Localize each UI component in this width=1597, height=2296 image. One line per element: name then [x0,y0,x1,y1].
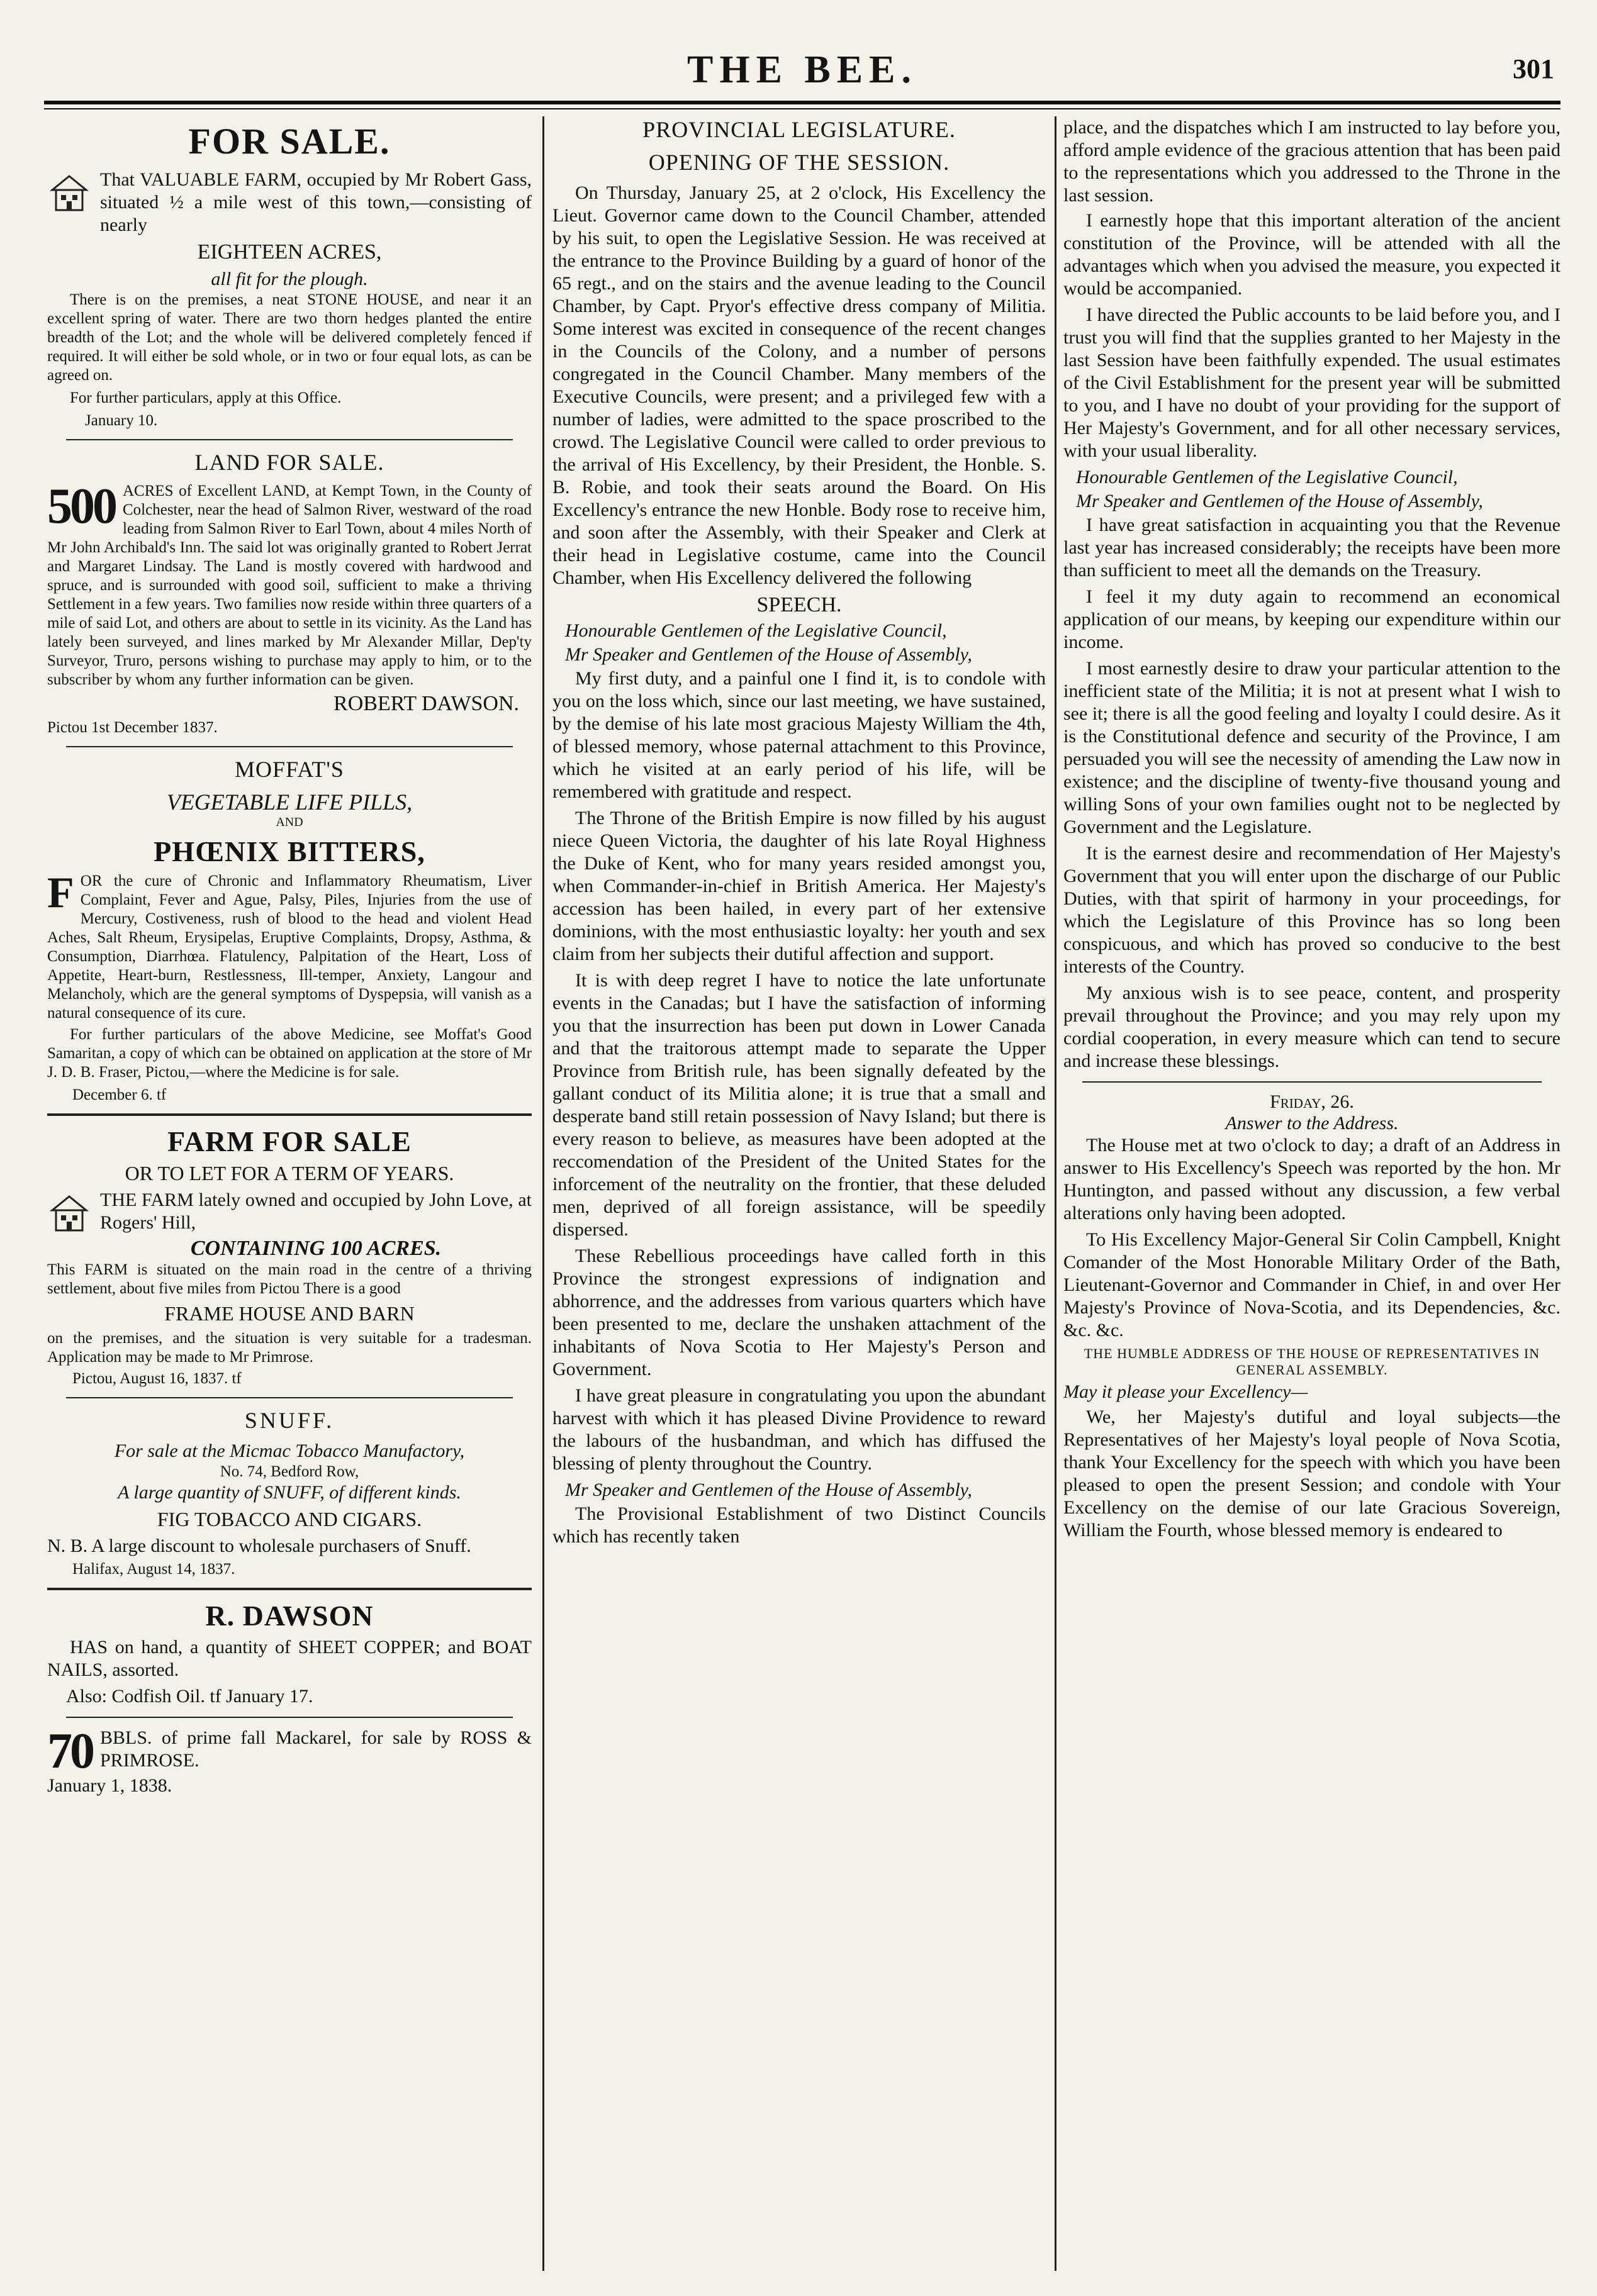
speech-heading: SPEECH. [756,593,842,616]
ad-line: No. 74, Bedford Row, [220,1463,359,1480]
ad-further: For further particulars, apply at this Office. [70,389,342,406]
address-heading: THE HUMBLE ADDRESS OF THE HOUSE OF REPRESENTATIVES IN GENERAL ASSEMBLY. [1084,1346,1540,1378]
article-heading: PROVINCIAL LEGISLATURE. [642,117,956,142]
ad-land-for-sale [47,449,532,737]
drop-cap: F [47,869,74,917]
masthead [44,44,1561,101]
ad-house: FRAME HOUSE AND BARN [164,1302,415,1325]
salutation: Mr Speaker and Gentlemen of the House of Assembly, [565,644,972,665]
salutation: May it please your Excellency— [1063,1381,1308,1402]
ad-subtext: all fit for the plough. [211,269,368,289]
ad-body: ACRES of Excellent LAND, at Kempt Town, in the County of Colchester, near the head of Salmon River, westward of the road leading from Salmon River to Earl Town, about 4 miles North of Mr John Archibald's Inn. The said lot was originally granted to Robert Jerrat and Margaret Lindsay. The Land is mostly covered with hardwood and spruce, and is surrounded with good soil, sufficient to make a thriving Settlement in a few years. Two families now reside within three quarters of a mile of said Lot, and others are about to settle in its vicinity. As the Land has lately been surveyed, and lines marked by Mr Alexander Millar, Dep'ty Surveyor, Truro, persons wishing to purchase may apply to him, or to the subscriber by whom any further information can be given. [47,482,532,688]
column-divider [1055,116,1056,2271]
article-paragraph: We, her Majesty's dutiful and loyal subjects—the Representatives of her Majesty's loyal people of Nova Scotia, thank Your Excellency for the speech with which you have been pleased to open the present Session; and condole with Your Excellency on the demise of our late Gracious Sovereign, William the Fourth, whose blessed memory is endeared to [1063,1407,1561,1541]
article-paragraph: It is the earnest desire and recommendation of Her Majesty's Government that you will enter upon the discharge of our Public Duties, with that spirit of harmony in your proceedings, for which the Legislature of this Province has so long been conspicuous, and which has proved so conducive to the best interests of the Country. [1063,843,1561,977]
ad-also: Also: Codfish Oil. tf January 17. [66,1686,313,1707]
separator [66,1397,513,1398]
article-subheading: OPENING OF THE SESSION. [648,150,950,175]
ad-moffat [47,756,532,1105]
ad-date: January 10. [85,412,158,429]
article-paragraph: It is with deep regret I have to notice the late unfortunate events in the Canadas; but I have the satisfaction of informing you that the insurrection has been put down in Lower Canada and that the traitorous attempt made to separate the Upper Province from British rule, has been signally defeated by the gallant conduct of its Militia alone; it is true that a small and desperate band still retain possession of Navy Island; but there is every reason to believe, as measures have been adopted at the reccomendation of the President of the United States for the inforcement of the neutrality on the frontier, that these deluded men, deprived of all foreign assistance, will be speedily dispersed. [552,970,1046,1240]
ad-heading: R. DAWSON [205,1600,374,1632]
separator [1082,1081,1542,1083]
ad-line: FIG TOBACCO AND CIGARS. [157,1508,422,1530]
salutation: Mr Speaker and Gentlemen of the House of Assembly, [565,1480,972,1500]
ad-heading: LAND FOR SALE. [194,450,384,475]
house-icon [47,1191,91,1235]
ad-date: Halifax, August 14, 1837. [72,1561,235,1578]
ad-text: THE FARM lately owned and occupied by John Love, at Rogers' Hill, [100,1190,532,1233]
article-paragraph: place, and the dispatches which I am instructed to lay before you, afford ample evidence of the gracious attention that has been paid to the representations which you addressed to the Throne in the last session. [1063,117,1561,206]
ad-subheading: OR TO LET FOR A TERM OF YEARS. [125,1162,454,1184]
salutation: Honourable Gentlemen of the Legislative Council, [1076,467,1458,488]
separator [66,746,513,747]
separator [47,1113,532,1116]
house-icon [47,171,91,215]
article-paragraph: I most earnestly desire to draw your particular attention to the inefficient state of the Militia; it is not at present what I wish to see it; there is all the good feeling and loyalty I could desire. As it is the Constitutional defence and security of the Province, I am persuaded you will see the necessity of amending the Law now in existence; and the discipline of twenty-five thousand young and willing Sons of your own families ought not to be neglected by Government and the Legislature. [1063,658,1561,837]
salutation: Honourable Gentlemen of the Legislative Council, [565,620,947,641]
article-paragraph: My anxious wish is to see peace, content, and prosperity prevail throughout the Province; and you may rely upon my cordial cooperation, in every measure which can tend to secure and increase these blessings. [1063,983,1561,1071]
article-paragraph: I have great satisfaction in acquainting you that the Revenue last year has increased considerably; the receipts have been more than sufficient to meet all the demands on the Treasury. [1063,515,1561,581]
ad-line: N. B. A large discount to wholesale purchasers of Snuff. [47,1535,471,1556]
ad-line: A large quantity of SNUFF, of different kinds. [118,1482,461,1503]
ad-subheading: VEGETABLE LIFE PILLS, [166,789,413,815]
article-paragraph: The House met at two o'clock to day; a draft of an Address in answer to His Excellency's Speech was reported by the hon. Mr Huntington, and passed without any discussion, a few verbal alterations only having been adopted. [1063,1135,1561,1223]
ad-date: Pictou 1st December 1837. [47,719,218,736]
ad-body: BBLS. of prime fall Mackarel, for sale by ROSS & PRIMROSE. [100,1727,532,1771]
ad-signature: ROBERT DAWSON. [333,692,519,715]
ad-acres: EIGHTEEN ACRES, [197,240,382,264]
separator [66,439,513,440]
ad-heading: FOR SALE. [188,121,391,162]
ad-for-sale [47,120,532,430]
ad-farm-for-sale [47,1125,532,1388]
ad-further: For further particulars of the above Medicine, see Moffat's Good Samaritan, a copy of which can be obtained on application at the store of Mr J. D. B. Fraser, Pictou,—where the Medicine is for sale. [47,1026,532,1081]
ad-heading: SNUFF. [244,1408,335,1433]
article-paragraph: My first duty, and a painful one I find it, is to condole with you on the loss which, since our last meeting, we have sustained, by the demise of his late most gracious Majesty William the 4th, of blessed memory, whose paternal attachment to this Province, which he visited at an early period of his life, will be remembered with gratitude and respect. [552,668,1046,802]
section-subheading: Answer to the Address. [1225,1113,1399,1134]
article-paragraph: To His Excellency Major-General Sir Colin Campbell, Knight Comander of the Most Honorable Military Order of the Bath, Lieutenant-Governor and Commander in Chief, in and over Her Majesty's Province of Nova-Scotia, and its Dependencies, &c. &c. &c. [1063,1229,1561,1340]
ad-containing: CONTAINING 100 ACRES. [190,1237,442,1260]
article-paragraph: The Provisional Establishment of two Distinct Councils which has recently taken [552,1503,1046,1547]
ad-date: Pictou, August 16, 1837. tf [72,1370,242,1387]
salutation: Mr Speaker and Gentlemen of the House of Assembly, [1076,491,1483,511]
separator [66,1717,513,1718]
ad-bitters: PHŒNIX BITTERS, [154,835,425,867]
article-paragraph: The Throne of the British Empire is now filled by his august niece Queen Victoria, the daughter of his late Royal Highness the Duke of Kent, who for many years resided amongst you, when Commander-in-chief in British America. Her Majesty's accession has been hailed, in every part of her extensive dominions, with the most enthusiastic loyalty: her youth and sex claim from her subjects their dutiful affection and support. [552,808,1046,964]
ad-text: That VALUABLE FARM, occupied by Mr Robert Gass, situated ½ a mile west of this town,—consisting of nearly [100,169,532,235]
article-paragraph: On Thursday, January 25, at 2 o'clock, His Excellency the Lieut. Governor came down to the Council Chamber, attended by his suit, to open the Legislative Session. He was received at the entrance to the Province Building by a guard of honor of the 65 regt., and on the stairs and the avenue leading to the Council Chamber, by Capt. Pryor's effective dress company of Militia. Some interest was excited in consequence of the recent changes in the Councils of the Colony, and a number of persons congregated in the Council Chamber. Many members of the Executive Councils, were present; and a privileged few with a number of ladies, were admitted to the space proscribed to the crowd. The Legislative Council were called to order previous to the arrival of His Excellency, by their President, the Honble. S. B. Robie, and took their seats around the Board. On His Excellency's entrance the new Honble. Body rose to receive him, and soon after the Assembly, with their Speaker and Clerk at their head in Legislative costume, came into the Council Chamber, when His Excellency delivered the following [552,182,1046,588]
header-rule [44,101,1561,109]
ad-snuff [47,1407,532,1579]
ad-heading: FARM FOR SALE [167,1125,412,1157]
ad-body2: on the premises, and the situation is very suitable for a tradesman. Application may be made to Mr Primrose. [47,1330,532,1366]
newspaper-title: THE BEE. [687,48,917,91]
column-legislature [552,116,1046,2271]
ad-date: December 6. tf [72,1086,167,1103]
ad-mackarel [47,1724,532,1797]
ad-body: There is on the premises, a neat STONE HOUSE, and near it an excellent spring of water. There are two thorn hedges planted the entire breadth of the Lot; and the whole will be delivered completely fenced if required. It will either be sold whole, or in two or four equal lots, as can be agreed on. [47,291,532,384]
article-paragraph: These Rebellious proceedings have called forth in this Province the strongest expressions of indignation and abhorrence, and the addresses from various quarters which have been presented to me, declare the unshaken attachment of the inhabitants of Nova Scotia to Her Majesty's Person and Government. [552,1246,1046,1379]
ad-body: HAS on hand, a quantity of SHEET COPPER; and BOAT NAILS, assorted. [47,1637,532,1680]
column-advertisements [47,116,532,2271]
ad-body: This FARM is situated on the main road in the centre of a thriving settlement, about five miles from Pictou There is a good [47,1261,532,1297]
column-divider [542,116,544,2271]
column-speech-continued [1063,116,1561,2271]
ad-dawson [47,1599,532,1708]
ad-heading: MOFFAT'S [235,757,344,782]
big-number: 500 [47,479,115,534]
page-number: 301 [1513,53,1554,84]
section-date: Friday, 26. [1270,1091,1354,1112]
ad-and: AND [276,815,303,829]
ad-line: For sale at the Micmac Tobacco Manufactory, [114,1441,465,1461]
big-number: 70 [47,1724,92,1779]
article-paragraph: I earnestly hope that this important alteration of the ancient constitution of the Province, will be attended with all the advantages which when you advised the measure, you expected it would be accompanied. [1063,210,1561,299]
article-paragraph: I have directed the Public accounts to be laid before you, and I trust you will find that the supplies granted to her Majesty in the last Session have been faithfully expended. The usual estimates of the Civil Establishment for the present year will be submitted to you, and I have no doubt of your providing for the support of Her Majesty's Government, and for all other necessary services, with your usual liberality. [1063,304,1561,461]
ad-body: OR the cure of Chronic and Inflammatory Rheumatism, Liver Complaint, Fever and Ague, Palsy, Piles, Injuries from the use of Mercury, Costiveness, rush of blood to the head and violent Head Aches, Salt Rheum, Erysipelas, Eruptive Complaints, Dropsy, Asthma, & Consumption, Diarrhœa. Flatulency, Palpitation of the Heart, Loss of Appetite, Heart-burn, Restlessness, Ill-temper, Anxiety, Langour and Melancholy, which are the general symptoms of Dyspepsia, will vanish as a natural consequence of its cure. [47,872,532,1022]
separator [47,1588,532,1590]
article-paragraph: I feel it my duty again to recommend an economical application of our means, by keeping our expenditure within our income. [1063,586,1561,652]
ad-date: January 1, 1838. [47,1775,172,1796]
article-paragraph: I have great pleasure in congratulating you upon the abundant harvest with which it has pleased Divine Providence to reward the labours of the husbandman, and which has diffused the blessing of plenty throughout the Country. [552,1385,1046,1474]
